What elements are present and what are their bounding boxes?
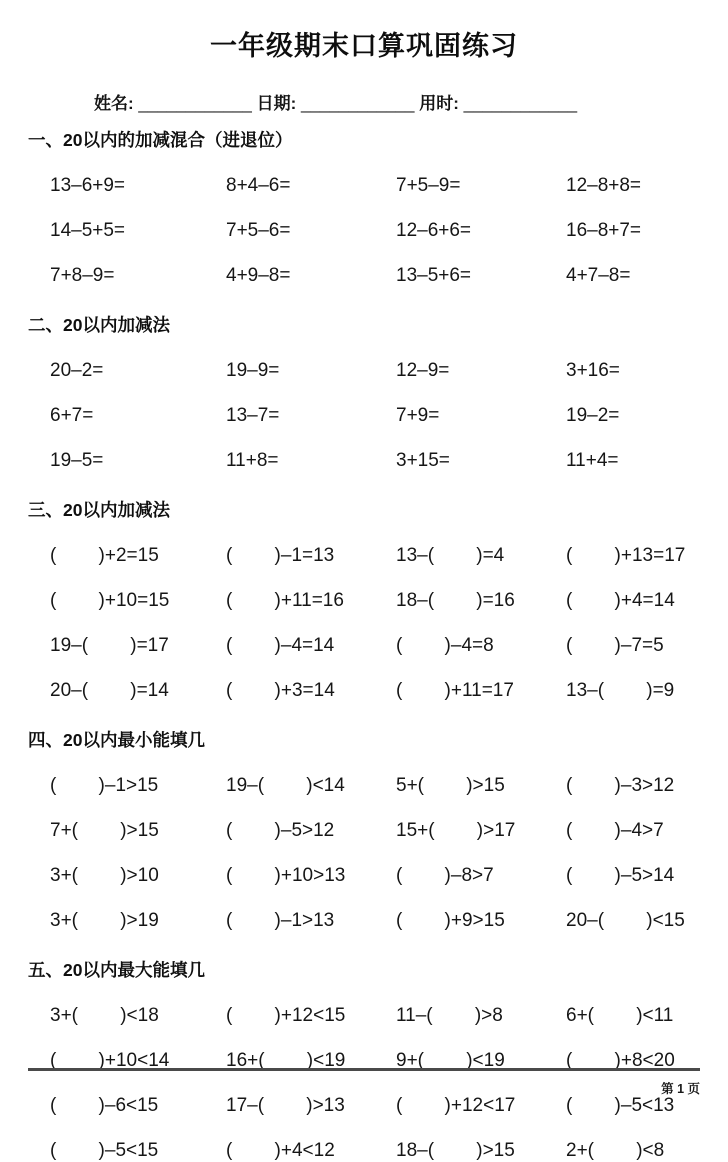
problem: ( )+4<12: [226, 1140, 335, 1161]
problem: ( )+4=14: [566, 590, 675, 611]
problem-row: [50, 910, 700, 932]
problem: 13–( )=4: [396, 545, 505, 566]
problem: ( )–1=13: [226, 545, 335, 566]
problem: 19–9=: [226, 360, 280, 381]
section-heading: 三、20以内加减法: [28, 500, 170, 520]
page-title: 一年级期末口算巩固练习: [210, 31, 518, 61]
problem: 13–5+6=: [396, 265, 472, 286]
time-blank: ____________: [463, 94, 578, 113]
problem: 3+( )>10: [50, 865, 159, 886]
problem: 11+4=: [566, 450, 619, 471]
problem: 7+( )>15: [50, 820, 159, 841]
section-heading: 二、20以内加减法: [28, 315, 170, 335]
problem: 18–( )>15: [396, 1140, 515, 1161]
problem: 3+16=: [566, 360, 620, 381]
problem-row: [50, 680, 700, 702]
problem: 8+4–6=: [226, 175, 291, 196]
problem: ( )+12<15: [226, 1005, 346, 1026]
section-rows: [50, 360, 700, 472]
problem: 18–( )=16: [396, 590, 515, 611]
problem: 13–( )=9: [566, 680, 675, 701]
page-number: 第 1 页: [661, 1082, 700, 1096]
problem: 6+7=: [50, 405, 94, 426]
problem-row: [50, 1095, 700, 1117]
problem-row: [50, 175, 700, 197]
problem: ( )+2=15: [50, 545, 159, 566]
date-blank: ____________: [301, 94, 415, 113]
problem: ( )+9>15: [396, 910, 505, 931]
problem-row: [50, 220, 700, 242]
problem: 19–2=: [566, 405, 620, 426]
problem-row: [50, 1140, 700, 1162]
problem: 13–6+9=: [50, 175, 126, 196]
problem: 5+( )>15: [396, 775, 505, 796]
problem: ( )–4>7: [566, 820, 664, 841]
problem: ( )–7=5: [566, 635, 664, 656]
name-label: 姓名:: [94, 94, 134, 113]
problem: ( )+8<20: [566, 1050, 675, 1071]
problem: ( )–1>15: [50, 775, 159, 796]
problem: 19–5=: [50, 450, 104, 471]
section-heading: 四、20以内最小能填几: [28, 730, 205, 750]
problem-row: [50, 450, 700, 472]
problem: ( )+10=15: [50, 590, 170, 611]
problem: ( )–5<13: [566, 1095, 675, 1116]
problem: 3+15=: [396, 450, 450, 471]
problem: 16+( )<19: [226, 1050, 346, 1071]
problem: ( )–4=8: [396, 635, 494, 656]
section-heading: 五、20以内最大能填几: [28, 960, 205, 980]
problem-row: [50, 1005, 700, 1027]
problem: ( )–5>14: [566, 865, 675, 886]
problem: 19–( )=17: [50, 635, 169, 656]
problem-row: [50, 405, 700, 427]
problem: ( )+10<14: [50, 1050, 170, 1071]
problem-row: [50, 360, 700, 382]
problem: ( )–6<15: [50, 1095, 159, 1116]
problem: 11+8=: [226, 450, 279, 471]
problem: 16–8+7=: [566, 220, 642, 241]
problem-row: [50, 865, 700, 887]
problem: 7+5–9=: [396, 175, 461, 196]
problem: ( )–3>12: [566, 775, 675, 796]
problem-row: [50, 545, 700, 567]
footer-rule: [28, 1068, 700, 1071]
problem-row: [50, 820, 700, 842]
problem: 14–5+5=: [50, 220, 126, 241]
problem: ( )–8>7: [396, 865, 494, 886]
problem: 3+( )>19: [50, 910, 159, 931]
section-rows: [50, 545, 700, 702]
problem: ( )+11=17: [396, 680, 514, 701]
problem-row: [50, 265, 700, 287]
problem: 20–2=: [50, 360, 104, 381]
time-label: 用时:: [419, 94, 459, 113]
page-footer: [28, 1068, 700, 1097]
name-blank: ____________: [138, 94, 252, 113]
problem: 9+( )<19: [396, 1050, 505, 1071]
problem: ( )+12<17: [396, 1095, 516, 1116]
problem: 12–9=: [396, 360, 450, 381]
sections-container: [28, 127, 700, 1162]
problem: 4+7–8=: [566, 265, 631, 286]
problem: 13–7=: [226, 405, 280, 426]
problem: 2+( )<8: [566, 1140, 665, 1161]
problem: ( )–1>13: [226, 910, 335, 931]
section-heading: 一、20以内的加减混合（进退位）: [28, 130, 293, 150]
problem: 15+( )>17: [396, 820, 516, 841]
problem: ( )–5>12: [226, 820, 335, 841]
problem: ( )–4=14: [226, 635, 335, 656]
problem: 20–( )=14: [50, 680, 169, 701]
header-fields-line: [94, 89, 700, 114]
problem: 17–( )>13: [226, 1095, 345, 1116]
problem: 3+( )<18: [50, 1005, 159, 1026]
problem: ( )+3=14: [226, 680, 335, 701]
problem: ( )+13=17: [566, 545, 686, 566]
problem: ( )–5<15: [50, 1140, 159, 1161]
problem: 4+9–8=: [226, 265, 291, 286]
problem: 20–( )<15: [566, 910, 685, 931]
problem: ( )+10>13: [226, 865, 346, 886]
problem: 12–6+6=: [396, 220, 472, 241]
problem: 7+5–6=: [226, 220, 291, 241]
section-rows: [50, 775, 700, 932]
section-rows: [50, 175, 700, 287]
problem: 7+9=: [396, 405, 440, 426]
problem-row: [50, 775, 700, 797]
problem-row: [50, 635, 700, 657]
problem: ( )+11=16: [226, 590, 344, 611]
problem: 7+8–9=: [50, 265, 115, 286]
problem: 19–( )<14: [226, 775, 345, 796]
date-label: 日期:: [256, 94, 297, 113]
problem-row: [50, 590, 700, 612]
problem: 6+( )<11: [566, 1005, 674, 1026]
problem: 11–( )>8: [396, 1005, 503, 1026]
problem: 12–8+8=: [566, 175, 642, 196]
